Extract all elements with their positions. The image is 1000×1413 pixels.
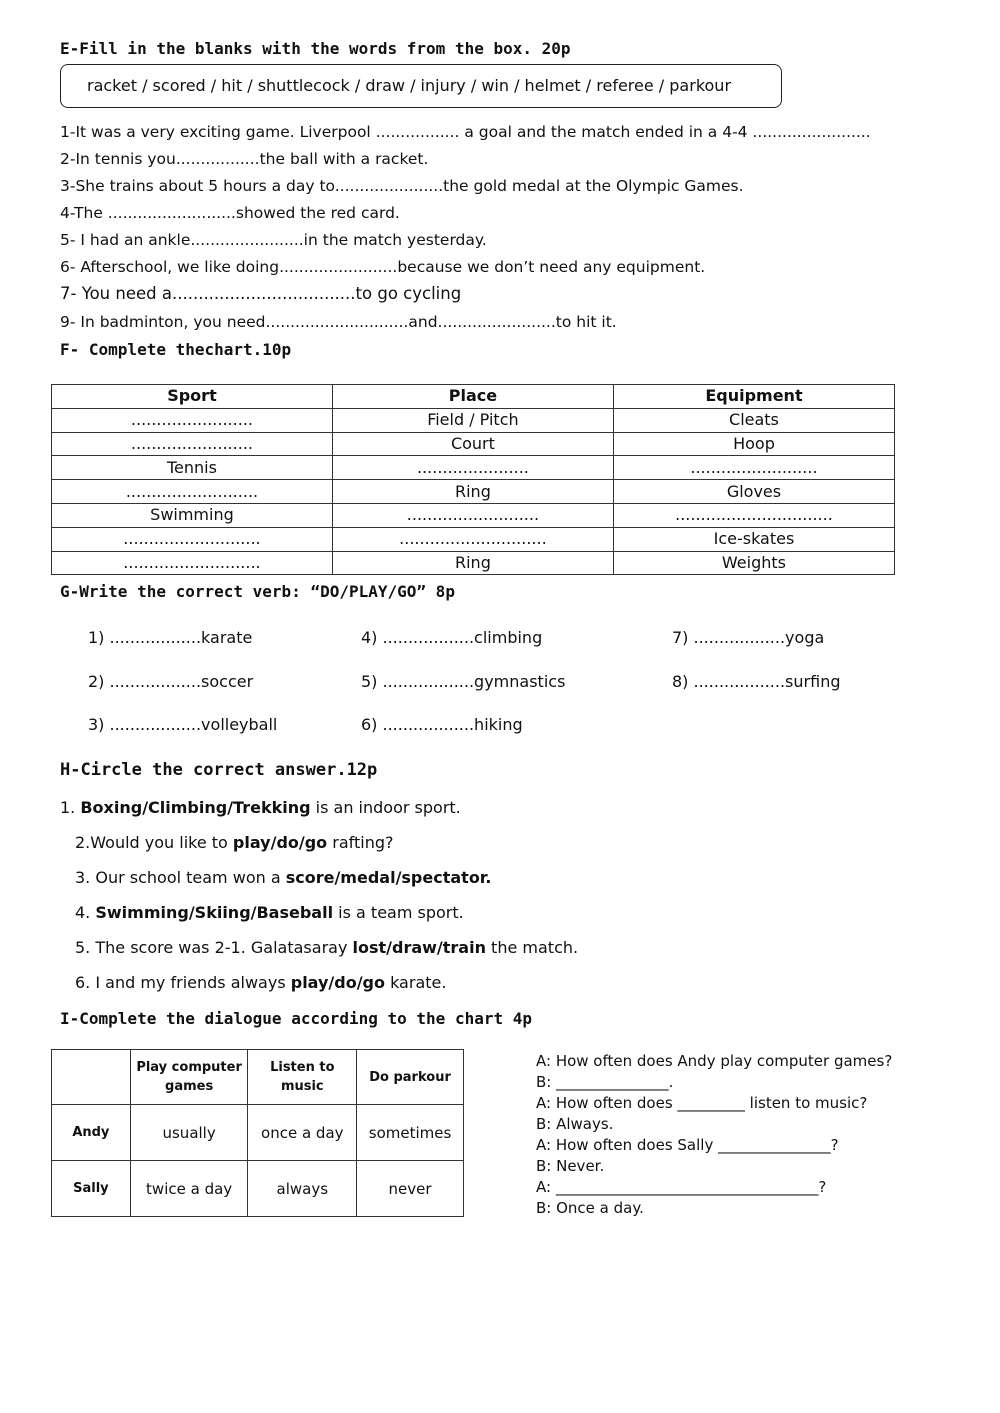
section-e-title: E-Fill in the blanks with the words from the box. 20p	[60, 39, 571, 58]
verb-item-1: 1) ..................karate	[88, 628, 253, 647]
fill-item-1: 1-It was a very exciting game. Liverpool ................. a goal and the match ended in a 4-4 ........................	[60, 123, 871, 141]
header-sport: Sport	[52, 385, 333, 409]
circle-item-post: is a team sport.	[333, 903, 464, 922]
circle-item-6	[75, 973, 446, 992]
section-f-title: F- Complete thechart.10p	[60, 340, 292, 359]
chart-cell: Ring	[332, 480, 613, 504]
section-g-title: G-Write the correct verb: “DO/PLAY/GO” 8p	[60, 582, 455, 601]
verb-item-4: 4) ..................climbing	[361, 628, 543, 647]
chart-cell: Cleats	[613, 408, 894, 432]
circle-item-3	[75, 868, 492, 887]
dialogue-line: A: How often does Andy play computer games?	[536, 1052, 893, 1070]
circle-item-pre: 1.	[60, 798, 81, 817]
dialogue-line: B: Once a day.	[536, 1199, 644, 1217]
dialogue-line: A: How often does _________ listen to music?	[536, 1094, 868, 1112]
chart-cell: .............................	[332, 527, 613, 551]
chart-cell: .........................	[613, 456, 894, 480]
chart-cell: ........................	[52, 408, 333, 432]
chart-cell: Gloves	[613, 480, 894, 504]
chart-row	[52, 432, 895, 456]
verb-item-8: 8) ..................surfing	[672, 672, 841, 691]
chart-cell: Field / Pitch	[332, 408, 613, 432]
activity-header-row	[52, 1050, 464, 1105]
header-play-computer-games: Play computer games	[130, 1050, 248, 1105]
chart-cell: Hoop	[613, 432, 894, 456]
word-box-text: racket / scored / hit / shuttlecock / draw / injury / win / helmet / referee / parkour	[87, 76, 732, 95]
chart-cell: ...............................	[613, 503, 894, 527]
activity-cell: usually	[130, 1105, 248, 1161]
activity-chart	[51, 1049, 464, 1217]
fill-item-3: 3-She trains about 5 hours a day to......................the gold medal at the Olympic Games.	[60, 177, 744, 195]
chart-cell: ......................	[332, 456, 613, 480]
circle-item-options: Boxing/Climbing/Trekking	[80, 798, 311, 817]
circle-item-pre: 5. The score was 2-1. Galatasaray	[75, 938, 353, 957]
circle-item-post: rafting?	[327, 833, 394, 852]
circle-item-4	[75, 903, 464, 922]
chart-row	[52, 480, 895, 504]
fill-item-2: 2-In tennis you.................the ball with a racket.	[60, 150, 429, 168]
chart-row	[52, 503, 895, 527]
header-equipment: Equipment	[613, 385, 894, 409]
activity-cell: once a day	[248, 1105, 357, 1161]
fill-item-7: 7- You need a...................................to go cycling	[60, 284, 462, 303]
circle-item-pre: 2.Would you like to	[75, 833, 233, 852]
verb-item-7: 7) ..................yoga	[672, 628, 825, 647]
activity-cell: always	[248, 1161, 357, 1217]
chart-row	[52, 551, 895, 575]
verb-item-5: 5) ..................gymnastics	[361, 672, 566, 691]
circle-item-pre: 3. Our school team won a	[75, 868, 286, 887]
verb-item-6: 6) ..................hiking	[361, 715, 523, 734]
circle-item-1	[60, 798, 461, 817]
chart-cell: Tennis	[52, 456, 333, 480]
verb-item-2: 2) ..................soccer	[88, 672, 254, 691]
chart-cell: Ice-skates	[613, 527, 894, 551]
circle-item-options: play/do/go	[232, 833, 328, 852]
sport-chart	[51, 384, 895, 575]
activity-cell: twice a day	[130, 1161, 248, 1217]
circle-item-options: play/do/go	[290, 973, 385, 992]
activity-cell: never	[357, 1161, 464, 1217]
chart-cell: Court	[332, 432, 613, 456]
chart-cell: ...........................	[52, 527, 333, 551]
section-h-title: H-Circle the correct answer.12p	[60, 760, 378, 780]
circle-item-2	[75, 833, 394, 852]
dialogue-line: B: _______________.	[536, 1073, 674, 1091]
activity-header-empty	[52, 1050, 131, 1105]
chart-row	[52, 456, 895, 480]
header-listen-to-music: Listen to music	[248, 1050, 357, 1105]
dialogue-line: A: How often does Sally _______________?	[536, 1136, 839, 1154]
activity-name: Sally	[52, 1161, 131, 1217]
fill-item-5: 5- I had an ankle.......................in the match yesterday.	[60, 231, 487, 249]
fill-item-6: 6- Afterschool, we like doing........................because we don’t need any equipment.	[60, 258, 706, 276]
dialogue-line: B: Always.	[536, 1115, 614, 1133]
header-do-parkour: Do parkour	[357, 1050, 464, 1105]
chart-cell: ...........................	[52, 551, 333, 575]
circle-item-options: Swimming/Skiing/Baseball	[95, 903, 334, 922]
activity-name: Andy	[52, 1105, 131, 1161]
activity-cell: sometimes	[357, 1105, 464, 1161]
circle-item-5	[75, 938, 578, 957]
circle-item-pre: 4.	[75, 903, 96, 922]
activity-row-andy	[52, 1105, 464, 1161]
chart-cell: ..........................	[332, 503, 613, 527]
chart-row	[52, 527, 895, 551]
verb-item-3: 3) ..................volleyball	[88, 715, 278, 734]
circle-item-post: is an indoor sport.	[310, 798, 461, 817]
fill-item-9: 9- In badminton, you need.............................and........................to hit it.	[60, 313, 617, 331]
chart-cell: Ring	[332, 551, 613, 575]
circle-item-options: lost/draw/train	[352, 938, 486, 957]
circle-item-options: score/medal/spectator.	[285, 868, 492, 887]
circle-item-pre: 6. I and my friends always	[75, 973, 291, 992]
section-i-title: I-Complete the dialogue according to the chart 4p	[60, 1009, 533, 1028]
fill-item-4: 4-The ..........................showed the red card.	[60, 204, 400, 222]
activity-row-sally	[52, 1161, 464, 1217]
chart-header-row	[52, 385, 895, 409]
circle-item-post: the match.	[485, 938, 579, 957]
dialogue-line: B: Never.	[536, 1157, 605, 1175]
word-box	[60, 64, 782, 108]
chart-row	[52, 408, 895, 432]
circle-item-post: karate.	[384, 973, 447, 992]
chart-cell: Weights	[613, 551, 894, 575]
chart-cell: Swimming	[52, 503, 333, 527]
chart-cell: ..........................	[52, 480, 333, 504]
chart-cell: ........................	[52, 432, 333, 456]
dialogue-line: A: ___________________________________?	[536, 1178, 827, 1196]
header-place: Place	[332, 385, 613, 409]
